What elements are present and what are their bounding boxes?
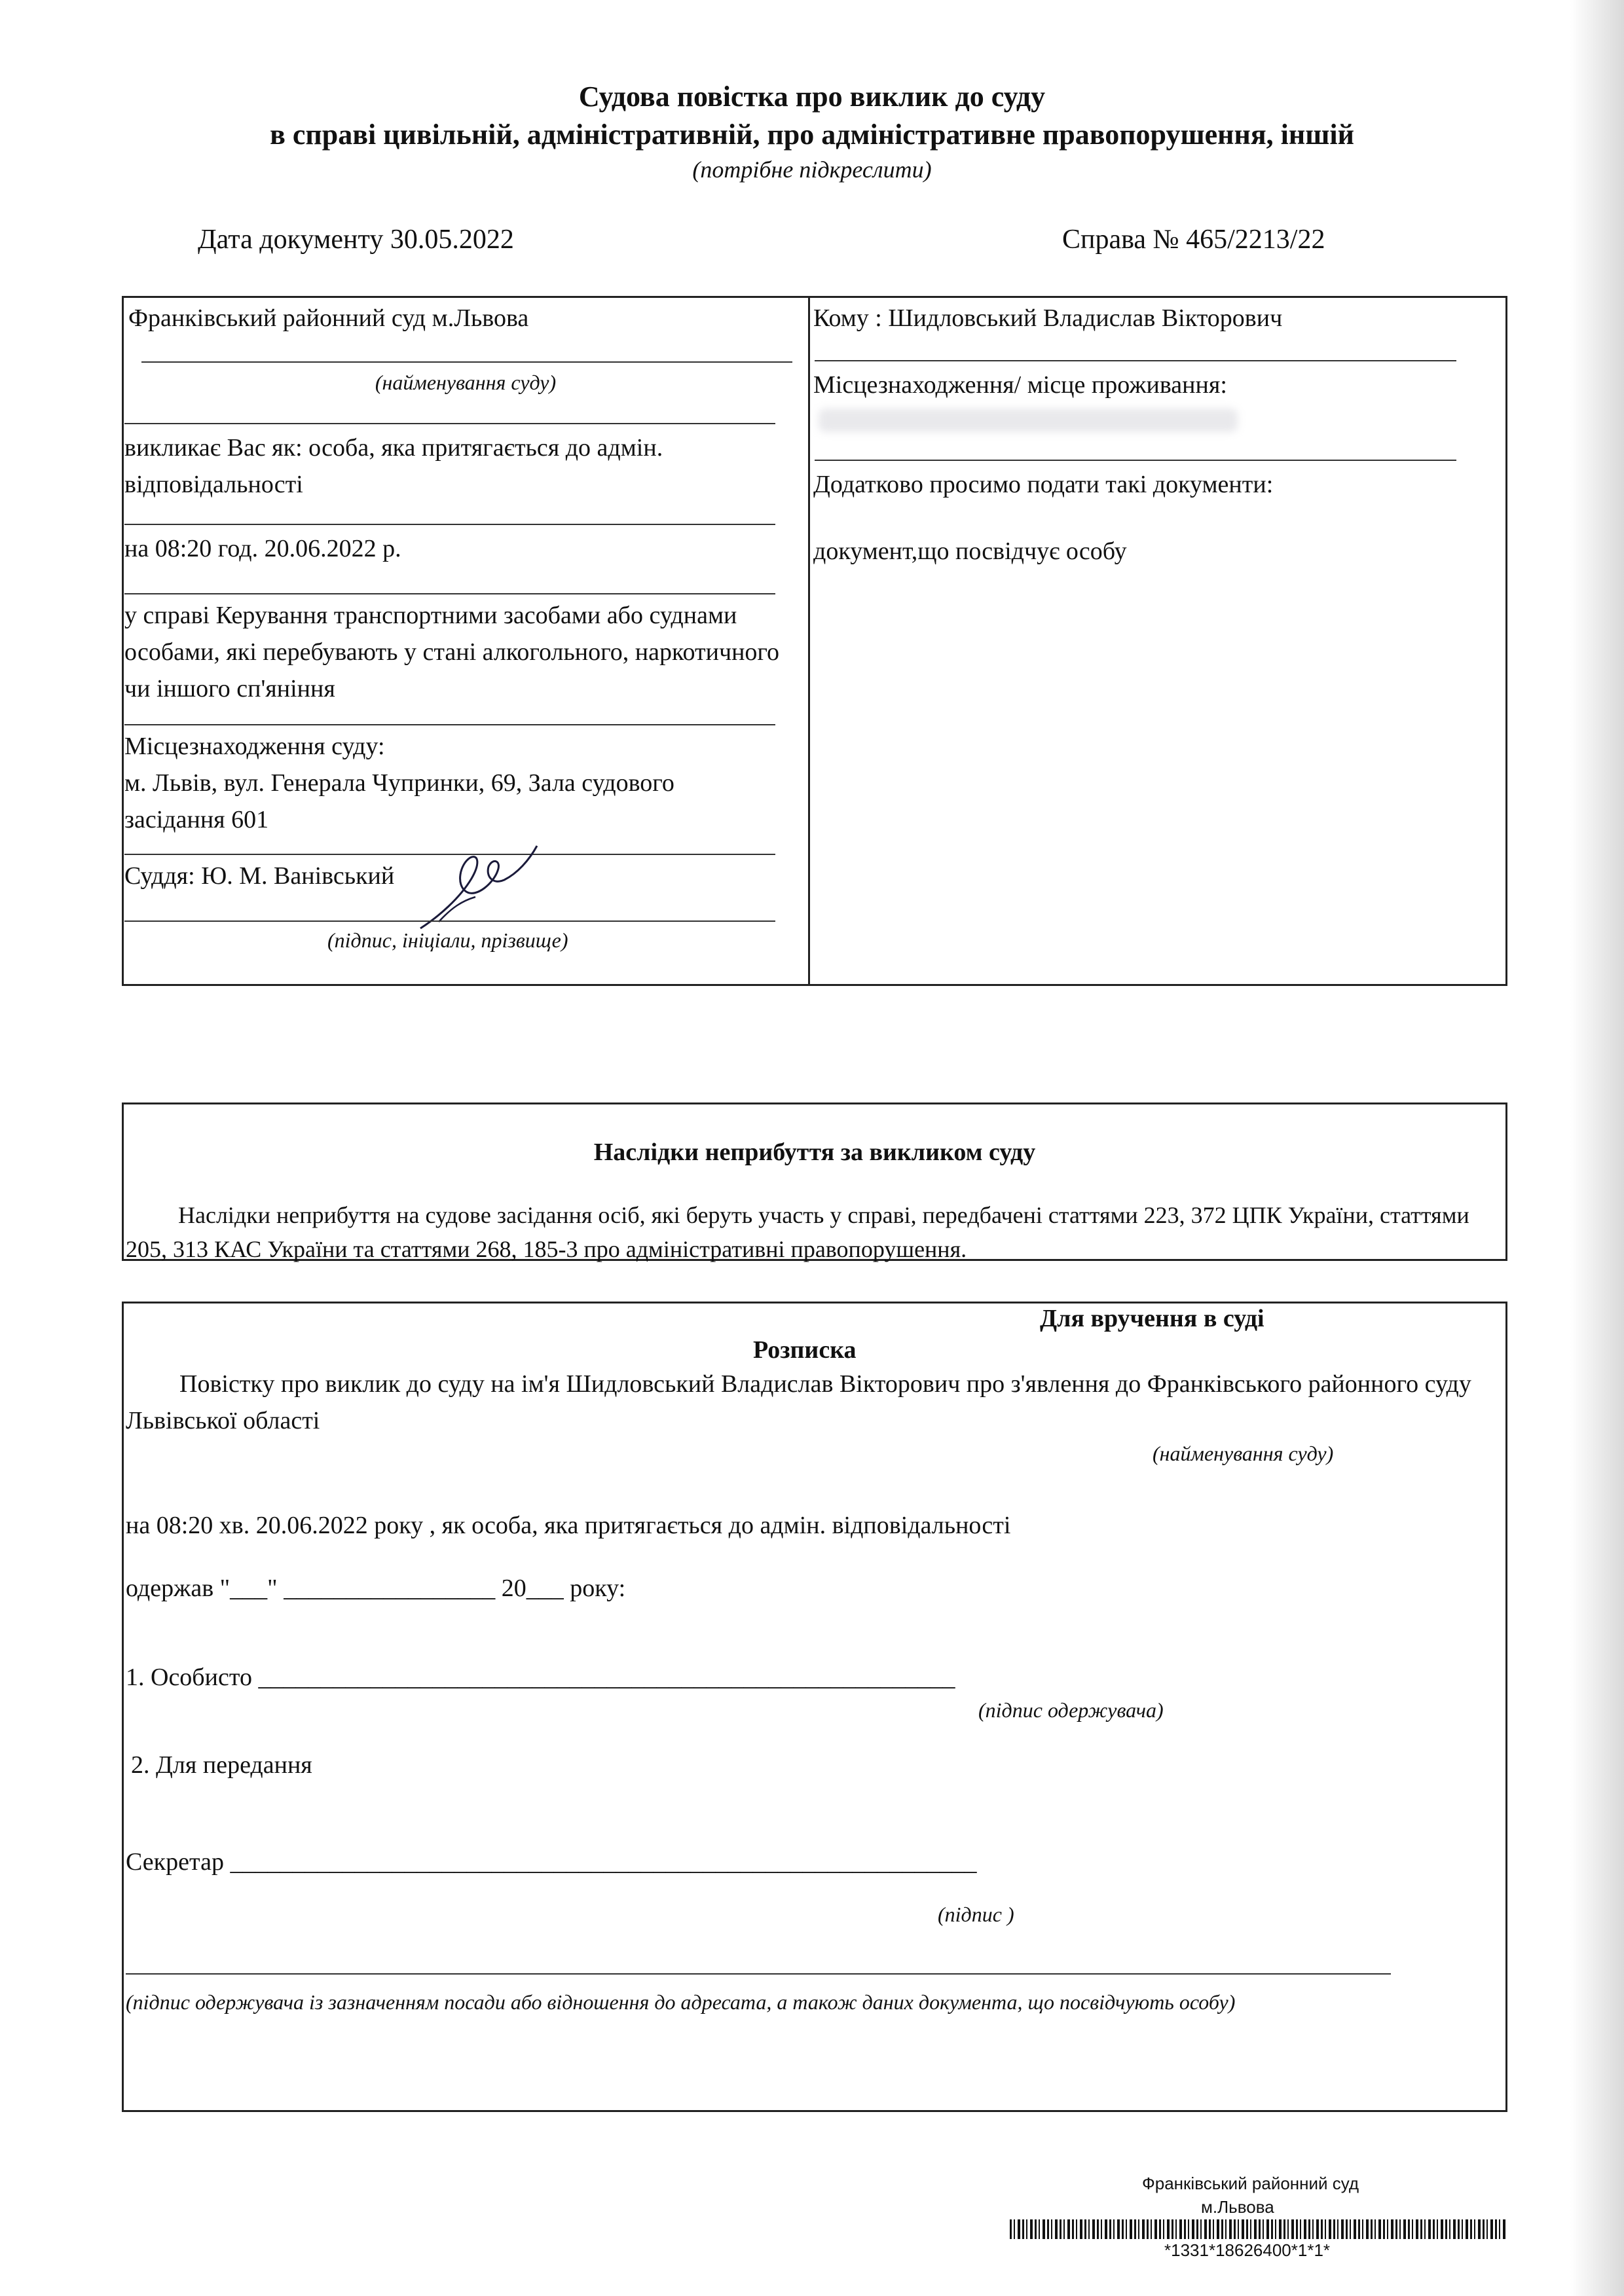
recipient: Кому : Шидловський Владислав Вікторович	[813, 304, 1283, 332]
consequences-title: Наслідки неприбуття за викликом суду	[593, 1139, 1036, 1166]
divider	[141, 361, 792, 363]
documents-label: Додатково просимо подати такі документи:	[813, 471, 1274, 498]
scan-edge	[1570, 0, 1624, 2296]
court-name: Франківський районний суд м.Львова	[128, 304, 529, 332]
receipt-text: Повістку про виклик до суду на ім'я Шидловський Владислав Вікторович про з'явлення до Франківського районного суду Львівської області	[126, 1370, 1471, 1434]
title-subtitle: (потрібне підкреслити)	[692, 156, 932, 183]
divider	[815, 460, 1456, 461]
document-date: Дата документу 30.05.2022	[198, 225, 514, 255]
divider	[124, 423, 775, 424]
title-line-1: Судова повістка про виклик до суду	[578, 81, 1046, 113]
received-date-line: одержав "___" _________________ 20___ року:	[126, 1575, 626, 1602]
divider	[124, 524, 775, 525]
barcode-text: *1331*18626400*1*1*	[1164, 2240, 1331, 2260]
court-location-label: Місцезнаходження суду:	[124, 733, 385, 760]
column-divider	[808, 296, 810, 986]
signature-caption: (підпис, ініціали, прізвище)	[327, 928, 568, 952]
judge-name: Суддя: Ю. М. Ванівський	[124, 862, 395, 890]
hearing-time: на 08:20 год. 20.06.2022 р.	[124, 535, 401, 562]
documents-value: документ,що посвідчує особу	[813, 538, 1127, 565]
receipt-title: Розписка	[753, 1336, 857, 1364]
receipt-time: на 08:20 хв. 20.06.2022 року , як особа, яка притягається до адмін. відповідальності	[126, 1512, 1011, 1539]
personally-line: 1. Особисто ________________________________________________________	[126, 1664, 955, 1691]
consequences-text: Наслідки неприбуття на судове засідання осіб, які беруть участь у справі, передбачені статтями 223, 372 ЦПК України, статтями 205, 313 КАС України та статтями 268, 185-3 про адміністративні правопорушення.	[126, 1202, 1469, 1262]
summons-as: викликає Вас як: особа, яка притягається до адмін. відповідальності	[124, 434, 663, 498]
secretary-signature-caption: (підпис )	[938, 1903, 1014, 1926]
for-court-label: Для вручення в суді	[1040, 1305, 1264, 1332]
divider	[815, 360, 1456, 361]
secretary-line: Секретар ____________________________________________________________	[126, 1848, 977, 1876]
divider	[124, 724, 775, 725]
case-number: Справа № 465/2213/22	[1062, 225, 1325, 255]
court-name-caption: (найменування суду)	[375, 371, 557, 394]
case-subject: у справі Керування транспортними засобами або суднами особами, які перебувають у стані алкогольного, наркотичного чи іншого сп'яніння	[124, 602, 780, 702]
recipient-details-caption: (підпис одержувача із зазначенням посади або відношення до адресата, а також даних документа, що посвідчують особу)	[126, 1990, 1236, 2014]
footer-court-city: м.Львова	[1201, 2197, 1274, 2217]
residence-label: Місцезнаходження/ місце проживання:	[813, 371, 1227, 399]
divider	[124, 920, 775, 922]
transfer-line: 2. Для передання	[131, 1751, 312, 1779]
divider	[126, 1973, 1391, 1975]
title-line-2: в справі цивільній, адміністративній, про адміністративне правопорушення, іншій	[270, 118, 1354, 151]
recipient-signature-caption: (підпис одержувача)	[978, 1698, 1164, 1722]
footer-court: Франківський районний суд	[1142, 2174, 1359, 2193]
divider	[124, 593, 775, 594]
court-location: м. Львів, вул. Генерала Чупринки, 69, Зала судового засідання 601	[124, 769, 674, 833]
barcode	[1010, 2219, 1506, 2239]
redacted-address	[819, 409, 1238, 432]
court-caption: (найменування суду)	[1153, 1442, 1334, 1465]
